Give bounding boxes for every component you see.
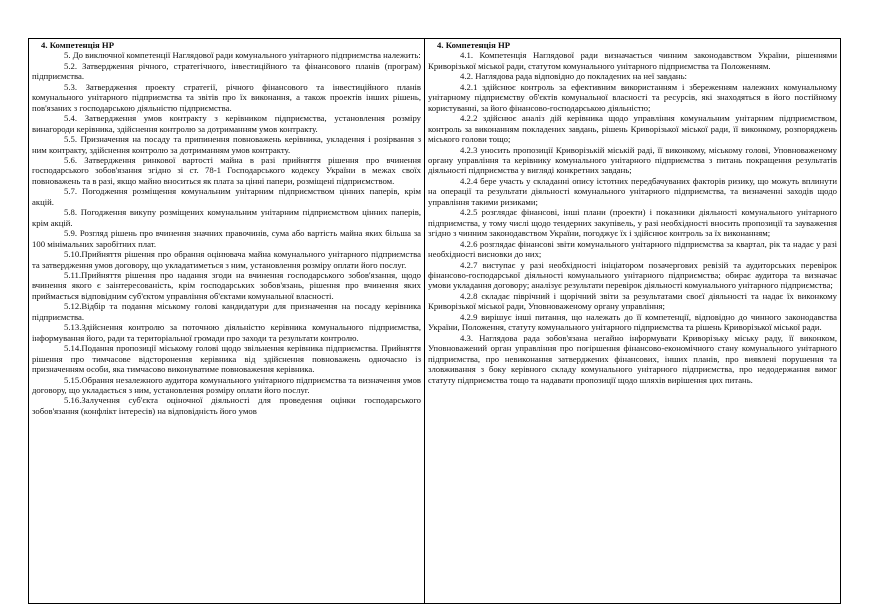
- left-item: 5.3. Затвердження проекту стратегії, річного фінансового та інвестиційного планів комунального унітарного підприємства та звітів про їх виконання, а також проектів інших рішень, пов'язаних з господарською діяльністю підприємства.: [32, 81, 422, 113]
- right-item: 4.2. Наглядова рада відповідно до покладених на неї завдань:: [460, 71, 687, 82]
- left-item: 5.11.Прийняття рішення про надання згоди на вчинення господарського зобов'язання, щодо вчинення якого є заінтересованість, крім господарських зобов'язань, рішення про вчинення яких приймається відповідним суб'єктом управління об'єктами комунальної власності.: [32, 269, 422, 301]
- right-item: 4.2.1 здійснює контроль за ефективним використанням і збереженням належних комунальному унітарному підприємству об'єктів комунальної власності та ресурсів, які знаходяться в його постійному користуванні, за його фінансово-господарською діяльністю;: [428, 81, 837, 113]
- left-item: 5.7. Погодження розміщення комунальним унітарним підприємством цінних паперів, крім акцій.: [32, 186, 422, 207]
- left-item: 5.6. Затвердження ринкової вартості майна в разі прийняття рішення про вчинення господарського зобов'язання згідно зі ст. 78-1 Господарського кодексу України в межах своїх повноважень та в разі, якщо майно вноситься як плата за цінні папери, розміщені підприємством.: [32, 154, 422, 186]
- left-item: 5.9. Розгляд рішень про вчинення значних правочинів, сума або вартість майна яких більша за 100 мінімальних заробітних плат.: [32, 228, 422, 249]
- right-item: 4.3. Наглядова рада зобов'язана негайно інформувати Криворізьку міську раду, її виконком, Уповноважений орган управління про погіршення фінансово-економічного стану комунального унітарного підприємства, про невиконання затверджених фінансових, інших планів, про виявлені порушення та зловживання з боку керівного складу комунального унітарного підприємства, про недодержання вимог статуту підприємства тощо та надавати пропозиції щодо шляхів вирішення цих питань.: [428, 332, 837, 385]
- right-item: 4.2.2 здійснює аналіз дій керівника щодо управління комунальним унітарним підприємством, контроль за виконанням покладених завдань, рішень Криворізької міської ради, її виконкому, розпоряджень міського голови тощо;: [428, 113, 837, 145]
- right-heading: 4. Компетенція НР: [437, 40, 511, 50]
- left-item: 5.2. Затвердження річного, стратегічного, інвестиційного та фінансового планів (програм) підприємства.: [32, 60, 422, 82]
- left-item: 5. До виключної компетенції Наглядової ради комунального унітарного підприємства належить:: [64, 50, 421, 61]
- left-heading: 4. Компетенція НР: [41, 40, 114, 50]
- right-item: 4.2.5 розглядає фінансові, інші плани (проекти) і показники діяльності комунального унітарного підприємства, у тому числі щодо тендерних закупівель, у разі необхідності вносить пропозиції та зауваження згідно з чинним законодавством України, погоджує їх і здійснює контроль за їх виконанням;: [428, 207, 837, 239]
- right-item: 4.2.4 бере участь у складанні опису істотних передбачуваних факторів ризику, що можуть вплинути на операції та результати діяльності комунального унітарного підприємства, та визначенні заходів щодо управління такими ризиками;: [428, 175, 837, 207]
- right-item: 4.2.8 складає піврічний і щорічний звіти за результатами своєї діяльності та надає їх виконкому Криворізької міської ради, Уповноваженому органу управління;: [428, 290, 837, 312]
- left-item: 5.5. Призначення на посаду та припинення повноважень керівника, укладення і розірвання з ним контракту, здійснення контролю за дотриманням умов контракту.: [32, 134, 422, 155]
- left-item: 5.15.Обрання незалежного аудитора комунального унітарного підприємства та визначення умов договору, що укладається з ним, установлення розміру оплати його послуг.: [32, 374, 422, 395]
- left-item: 5.14.Подання пропозиції міському голові щодо звільнення керівника підприємства. Прийняття рішення про тимчасове відсторонення керівника від здійснення повноважень одночасно із призначенням особи, яка тимчасово виконуватиме повноваження керівника.: [32, 343, 422, 375]
- right-item: 4.2.9 вирішує інші питання, що належать до її компетенції, відповідно до чинного законодавства України, Положення, статуту комунального унітарного підприємства та рішень Криворізької міської ради.: [428, 311, 837, 333]
- right-item: 4.2.6 розглядає фінансові звіти комунального унітарного підприємства за квартал, рік та надає у разі необхідності висновки до них;: [428, 238, 837, 260]
- right-item: 4.1. Компетенція Наглядової ради визначається чинним законодавством України, рішеннями Криворізької міської ради, статутом комунального унітарного підприємства та Положенням.: [428, 50, 837, 71]
- left-item: 5.10.Прийняття рішення про обрання оцінювача майна комунального унітарного підприємства та затвердження умов договору, що укладатиметься з ним, установлення розміру оплати його послуг.: [32, 249, 422, 270]
- left-item: 5.4. Затвердження умов контракту з керівником підприємства, установлення розміру винагороди керівника, здійснення контролю за дотриманням умов контракту.: [32, 113, 422, 134]
- comparison-table: [28, 38, 841, 604]
- left-item: 5.12.Відбір та подання міському голові кандидатури для призначення на посаду керівника підприємства.: [32, 301, 422, 322]
- left-item: 5.16.Залучення суб'єкта оціночної діяльності для проведення оцінки господарського зобов'язання (конфлікт інтересів) на відповідність його умов: [32, 395, 422, 416]
- right-column: [425, 39, 840, 603]
- left-item: 5.13.Здійснення контролю за поточною діяльністю керівника комунального підприємства, інформування його, ради та територіальної громади про заходи та результати контролю.: [32, 322, 422, 343]
- right-item: 4.2.7 виступає у разі необхідності ініціатором позачергових ревізій та аудиторських перевірок фінансово-господарської діяльності комунального унітарного підприємства; обирає аудитора та визначає умови укладання договору; аналізує результати перевірок діяльності комунального унітарного підприємства;: [428, 259, 837, 291]
- left-item: 5.8. Погодження викупу розміщених комунальним унітарним підприємством цінних паперів, крім акцій.: [32, 207, 422, 228]
- right-item: 4.2.3 уносить пропозиції Криворізькій міській раді, її виконкому, міському голові, Уповноваженому органу управління та керівнику комунального унітарного підприємства з питань покращення результатів діяльності підприємства у вигляді конкретних завдань;: [428, 144, 837, 176]
- left-column: [29, 39, 425, 603]
